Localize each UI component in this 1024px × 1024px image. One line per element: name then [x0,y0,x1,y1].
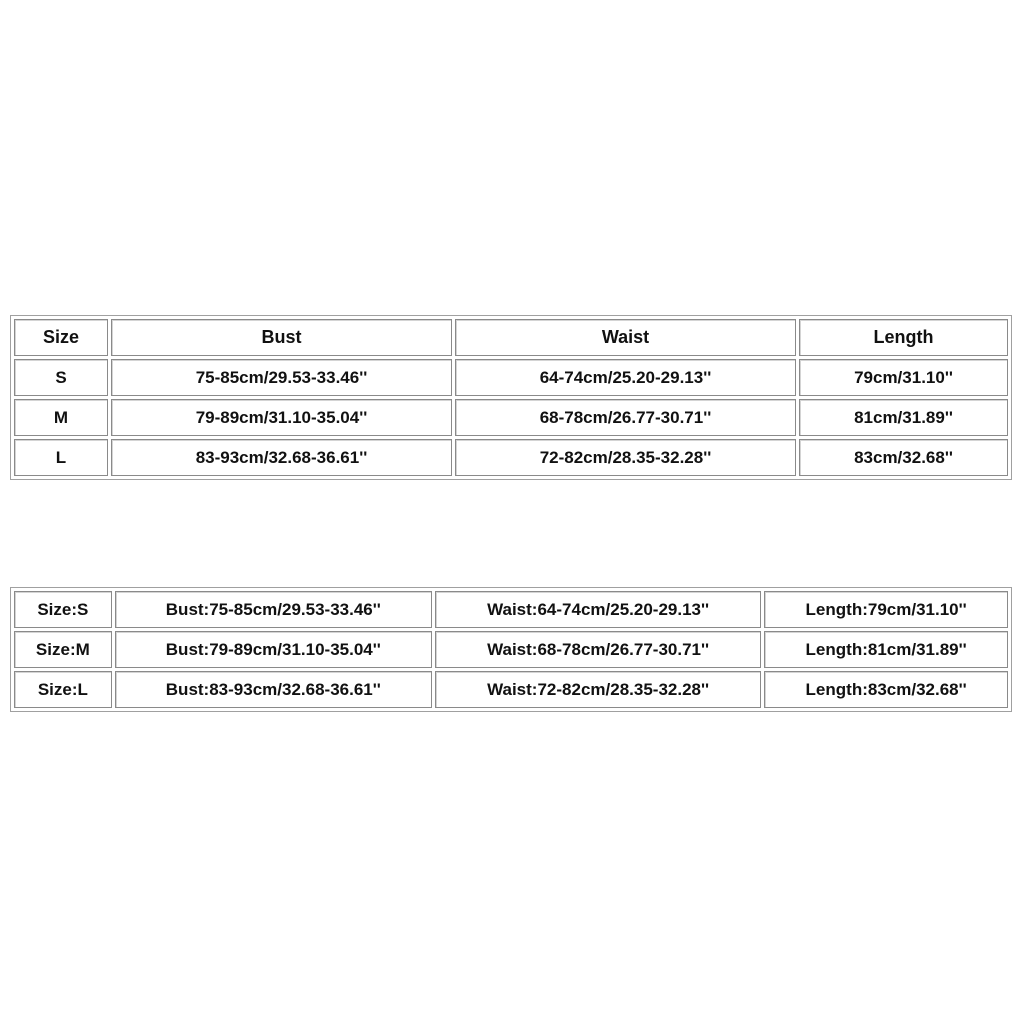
cell-size: M [14,399,108,436]
header-size: Size [14,319,108,356]
header-waist: Waist [455,319,796,356]
size-label-table [10,587,1012,712]
cell-size: S [14,359,108,396]
table-row [14,671,1008,708]
cell-size: Size:L [14,671,112,708]
cell-length: Length:79cm/31.10'' [764,591,1008,628]
cell-waist: 68-78cm/26.77-30.71'' [455,399,796,436]
cell-waist: 72-82cm/28.35-32.28'' [455,439,796,476]
header-length: Length [799,319,1008,356]
cell-length: Length:83cm/32.68'' [764,671,1008,708]
cell-waist: Waist:68-78cm/26.77-30.71'' [435,631,761,668]
table-header-row [14,319,1008,356]
table-row [14,439,1008,476]
cell-waist: Waist:72-82cm/28.35-32.28'' [435,671,761,708]
cell-bust: Bust:83-93cm/32.68-36.61'' [115,671,432,708]
cell-waist: Waist:64-74cm/25.20-29.13'' [435,591,761,628]
table-row [14,631,1008,668]
cell-length: 81cm/31.89'' [799,399,1008,436]
table-row [14,359,1008,396]
cell-waist: 64-74cm/25.20-29.13'' [455,359,796,396]
header-bust: Bust [111,319,452,356]
cell-size: L [14,439,108,476]
cell-bust: 79-89cm/31.10-35.04'' [111,399,452,436]
cell-bust: Bust:75-85cm/29.53-33.46'' [115,591,432,628]
cell-bust: 83-93cm/32.68-36.61'' [111,439,452,476]
cell-length: Length:81cm/31.89'' [764,631,1008,668]
cell-bust: Bust:79-89cm/31.10-35.04'' [115,631,432,668]
size-chart-table [10,315,1012,480]
table-row [14,399,1008,436]
cell-length: 79cm/31.10'' [799,359,1008,396]
table-row [14,591,1008,628]
cell-size: Size:S [14,591,112,628]
cell-size: Size:M [14,631,112,668]
cell-length: 83cm/32.68'' [799,439,1008,476]
cell-bust: 75-85cm/29.53-33.46'' [111,359,452,396]
